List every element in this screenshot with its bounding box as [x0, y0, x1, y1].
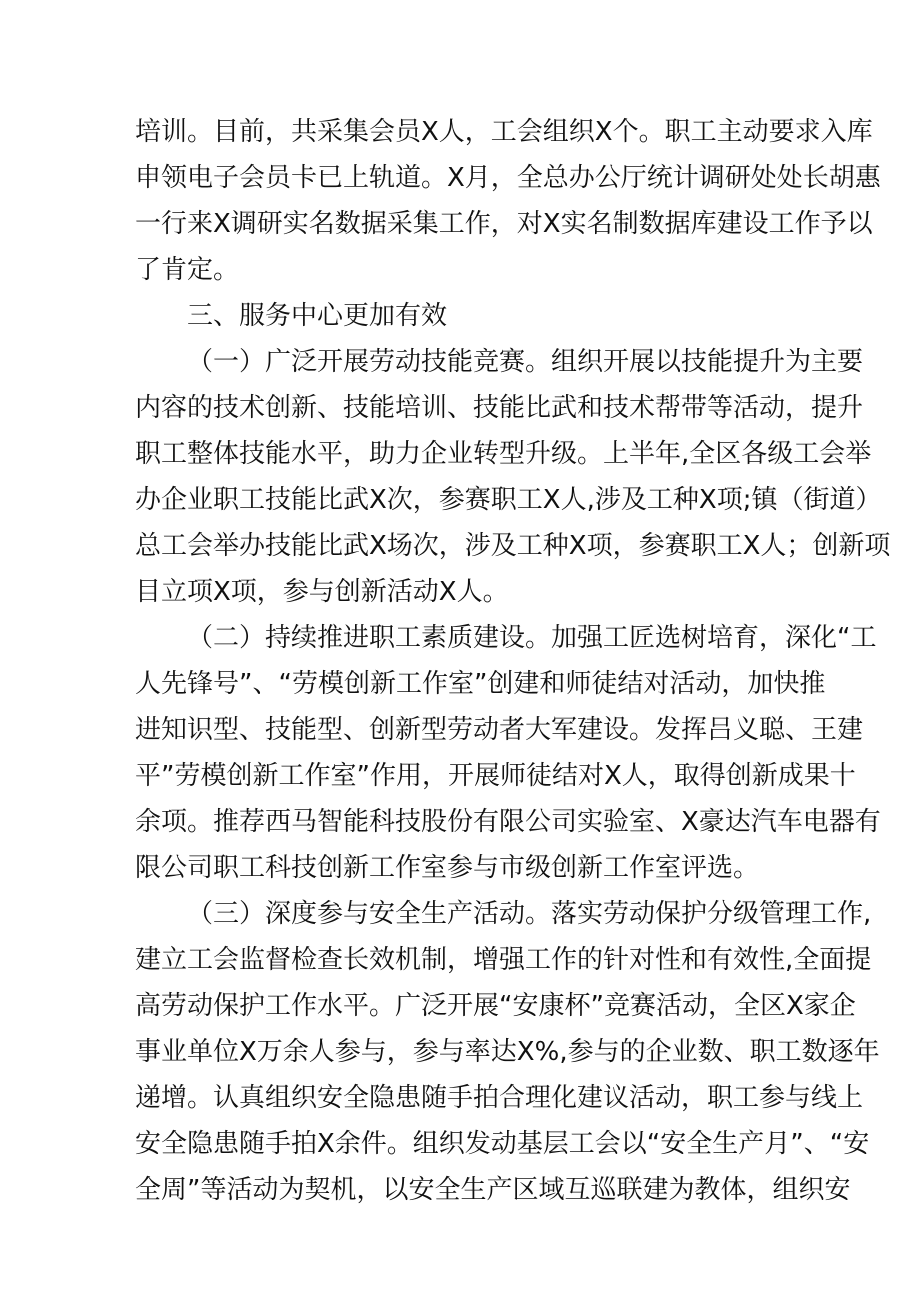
paragraph-line: 了肯定。 — [135, 255, 240, 285]
paragraph-line: 办企业职工技能比武X次，参赛职工X人,涉及工种X项;镇（街道） — [135, 485, 882, 515]
paragraph-line: 余项。推荐西马智能科技股份有限公司实验室、X豪达汽车电器有 — [135, 807, 881, 837]
paragraph-line: 目立项X项，参与创新活动X人。 — [135, 577, 509, 607]
paragraph-line: 高劳动保护工作水平。广泛开展“安康杯”竞赛活动，全区X家企 — [135, 991, 856, 1021]
paragraph-line: 递增。认真组织安全隐患随手拍合理化建议活动，职工参与线上 — [135, 1083, 864, 1113]
paragraph-line: 进知识型、技能型、创新型劳动者大军建设。发挥吕义聪、王建 — [135, 715, 864, 745]
paragraph-line: 职工整体技能水平，助力企业转型升级。上半年,全区各级工会举 — [135, 439, 872, 469]
paragraph-line: （二）持续推进职工素质建设。加强工匠选树培育，深化“工 — [187, 623, 877, 653]
paragraph-line: 一行来X调研实名数据采集工作，对X实名制数据库建设工作予以 — [135, 209, 873, 239]
paragraph-line: 限公司职工科技创新工作室参与市级创新工作室评选。 — [135, 853, 760, 883]
paragraph-line: 事业单位X万余人参与，参与率达X%,参与的企业数、职工数逐年 — [135, 1037, 880, 1067]
paragraph-line: 内容的技术创新、技能培训、技能比武和技术帮带等活动，提升 — [135, 393, 864, 423]
paragraph-line: 建立工会监督检查长效机制，增强工作的针对性和有效性,全面提 — [135, 945, 872, 975]
paragraph-line: 培训。目前，共采集会员X人，工会组织X个。职工主动要求入库 — [135, 117, 873, 147]
paragraph-line: 人先锋号”、“劳模创新工作室”创建和师徒结对活动，加快推 — [135, 669, 826, 699]
paragraph-line: 申领电子会员卡已上轨道。X月，全总办公厅统计调研处处长胡惠 — [135, 163, 881, 193]
paragraph-line: （三）深度参与安全生产活动。落实劳动保护分级管理工作, — [187, 899, 872, 929]
section-heading: 三、服务中心更加有效 — [187, 301, 448, 331]
paragraph-line: 总工会举办技能比武X场次，涉及工种X项，参赛职工X人；创新项 — [135, 531, 891, 561]
paragraph-line: 平”劳模创新工作室”作用，开展师徒结对X人，取得创新成果十 — [135, 761, 856, 791]
paragraph-line: 全周”等活动为契机，以安全生产区域互巡联建为教体，组织安 — [135, 1175, 851, 1205]
paragraph-line: （一）广泛开展劳动技能竞赛。组织开展以技能提升为主要 — [187, 347, 864, 377]
paragraph-line: 安全隐患随手拍X余件。组织发动基层工会以“安全生产月”、“安 — [135, 1129, 870, 1159]
